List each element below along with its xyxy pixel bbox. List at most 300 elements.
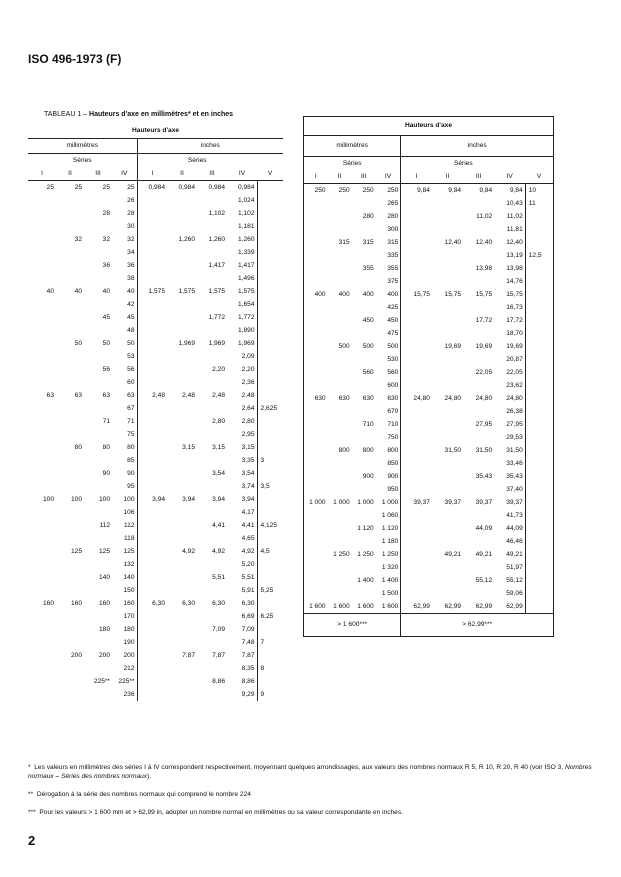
- series-v-cell: [257, 324, 283, 337]
- table-cell: [28, 571, 56, 584]
- table-cell: [352, 327, 376, 340]
- table-cell: 90: [102, 469, 110, 477]
- series-v-cell: [257, 194, 283, 207]
- table-cell: [137, 194, 167, 207]
- table-cell: [197, 454, 227, 467]
- table-cell: [84, 324, 112, 337]
- table-cell: [137, 558, 167, 571]
- table-cell: [137, 649, 167, 662]
- col-heading: I: [304, 170, 328, 184]
- table-cell: 600: [387, 381, 399, 389]
- table-cell: 710: [362, 420, 374, 428]
- table-row: [28, 649, 283, 662]
- table-cell: 3,15: [212, 443, 225, 451]
- table-cell: 95: [127, 482, 135, 490]
- table-cell: 160: [42, 599, 54, 607]
- table-cell: [167, 220, 197, 233]
- series-v-cell: [525, 600, 553, 614]
- table-cell: 630: [362, 394, 374, 402]
- series-v-cell: [525, 379, 553, 392]
- table-cell: [328, 470, 352, 483]
- col-heading: IV: [227, 167, 257, 181]
- table-cell: 1 000: [309, 498, 326, 506]
- table-cell: 17,72: [506, 316, 523, 324]
- table-row: [304, 392, 554, 405]
- series-v-cell: 2,625: [257, 402, 283, 415]
- table-cell: [84, 506, 112, 519]
- table-cell: [84, 532, 112, 545]
- table-cell: 1,772: [237, 313, 255, 321]
- series-v-cell: [525, 353, 553, 366]
- table-cell: 2,64: [241, 404, 255, 412]
- table-cell: [352, 353, 376, 366]
- table-row: [28, 688, 283, 701]
- table-cell: 1,417: [237, 261, 255, 269]
- table-cell: [352, 197, 376, 210]
- table-cell: 55,12: [506, 576, 523, 584]
- table-cell: [352, 587, 376, 600]
- table-cell: 63: [102, 391, 110, 399]
- table-cell: [432, 379, 463, 392]
- table-cell: 100: [98, 495, 110, 503]
- table-cell: 16,73: [506, 303, 523, 311]
- table-cell: [304, 444, 328, 457]
- table-cell: 100: [123, 495, 135, 503]
- table-cell: [197, 610, 227, 623]
- table-cell: [28, 350, 56, 363]
- table-cell: 1,260: [208, 235, 225, 243]
- table-cell: 475: [387, 329, 399, 337]
- table-cell: [137, 350, 167, 363]
- table-cell: 400: [338, 290, 350, 298]
- table-cell: [56, 428, 84, 441]
- table-cell: [84, 454, 112, 467]
- table-cell: [328, 223, 352, 236]
- footnote-2: ** Dérogation à la série des nombres normaux qui comprend le nombre 224: [28, 791, 251, 798]
- series-v-cell: [257, 285, 283, 298]
- table-cell: [56, 571, 84, 584]
- table-cell: 1,575: [208, 287, 225, 295]
- table-cell: 400: [314, 290, 326, 298]
- series-v-cell: [257, 532, 283, 545]
- table-cell: 280: [387, 212, 399, 220]
- table-cell: 6,30: [137, 597, 167, 610]
- col-heading: III: [84, 167, 112, 181]
- table-cell: [167, 532, 197, 545]
- table-row: [304, 470, 554, 483]
- table-cell: 132: [123, 560, 135, 568]
- table-cell: [401, 548, 432, 561]
- table-cell: 170: [123, 612, 135, 620]
- table-row: [304, 522, 554, 535]
- table-cell: [167, 415, 197, 428]
- table-cell: [137, 623, 167, 636]
- series-v-cell: [257, 220, 283, 233]
- table-cell: 1 250: [333, 550, 350, 558]
- table-cell: [197, 194, 227, 207]
- table-caption: TABLEAU 1 – Hauteurs d'axe en millimètres* et en inches: [44, 111, 234, 118]
- table-cell: 62,99: [475, 602, 493, 610]
- table-cell: [84, 350, 112, 363]
- table-cell: [167, 467, 197, 480]
- table-cell: [401, 249, 432, 262]
- table-cell: [352, 431, 376, 444]
- table-cell: [352, 561, 376, 574]
- table-cell: [197, 324, 227, 337]
- table-cell: [463, 379, 494, 392]
- table-cell: 30: [127, 222, 135, 230]
- table-cell: [167, 584, 197, 597]
- table-cell: [167, 558, 197, 571]
- table-row: [304, 561, 554, 574]
- table-cell: 4,17: [241, 508, 255, 516]
- table-cell: 25: [46, 183, 54, 191]
- table-cell: [137, 636, 167, 649]
- series-v-cell: [525, 262, 553, 275]
- table-cell: 13,19: [506, 251, 523, 259]
- col-heading: II: [56, 167, 84, 181]
- table-cell: [401, 457, 432, 470]
- table-cell: [167, 636, 197, 649]
- table-cell: [28, 675, 56, 688]
- table-cell: 560: [362, 368, 374, 376]
- table-cell: [137, 428, 167, 441]
- table-cell: [432, 535, 463, 548]
- table-cell: 15,75: [444, 290, 462, 298]
- table-row: [304, 262, 554, 275]
- table-cell: [56, 610, 84, 623]
- table-cell: 1 120: [381, 524, 399, 532]
- table-row: [28, 285, 283, 298]
- table-cell: 56: [102, 365, 110, 373]
- table-cell: [197, 636, 227, 649]
- series-v-cell: [525, 327, 553, 340]
- table-cell: [463, 535, 494, 548]
- table-cell: [197, 532, 227, 545]
- table-cell: 1,181: [237, 222, 255, 230]
- table-cell: 250: [362, 186, 374, 194]
- table-cell: 200: [98, 651, 110, 659]
- table-row: [304, 223, 554, 236]
- table-cell: 0,984: [178, 183, 195, 191]
- table-row: [28, 558, 283, 571]
- table-cell: [56, 220, 84, 233]
- table-cell: [401, 223, 432, 236]
- table-cell: 200: [70, 651, 82, 659]
- table-cell: [56, 402, 84, 415]
- table-row: [28, 415, 283, 428]
- series-v-cell: 4,125: [257, 519, 283, 532]
- table-cell: 400: [362, 290, 374, 298]
- table-cell: [328, 275, 352, 288]
- right-table: [303, 116, 554, 637]
- table-cell: [167, 610, 197, 623]
- series-v-cell: [257, 493, 283, 506]
- table-row: [28, 272, 283, 285]
- table-cell: 11,02: [506, 212, 523, 220]
- table-cell: 37,40: [506, 485, 523, 493]
- table-cell: 1 600: [333, 602, 350, 610]
- table-cell: 75: [127, 430, 135, 438]
- table-cell: 850: [387, 459, 399, 467]
- table-cell: [137, 584, 167, 597]
- table-cell: [56, 298, 84, 311]
- table-cell: 3,15: [241, 443, 255, 451]
- table-cell: 180: [123, 625, 135, 633]
- table-cell: 35,43: [475, 472, 493, 480]
- table-cell: 49,21: [475, 550, 493, 558]
- table-cell: [167, 376, 197, 389]
- table-cell: 900: [362, 472, 374, 480]
- series-v-cell: 11: [525, 197, 553, 210]
- table-row: [28, 636, 283, 649]
- col-heading: III: [352, 170, 376, 184]
- table-cell: 1,890: [237, 326, 255, 334]
- table-cell: [328, 483, 352, 496]
- table-cell: 51,97: [506, 563, 523, 571]
- table-cell: [84, 610, 112, 623]
- table-cell: 15,75: [401, 288, 432, 301]
- table-cell: 12,40: [506, 238, 523, 246]
- table-cell: [167, 259, 197, 272]
- table-cell: 3,94: [137, 493, 167, 506]
- col-heading: II: [167, 167, 197, 181]
- table-cell: [401, 197, 432, 210]
- table-cell: [197, 246, 227, 259]
- table-cell: [304, 353, 328, 366]
- table-cell: [28, 337, 56, 350]
- series-v-cell: 12,5: [525, 249, 553, 262]
- table-cell: 500: [387, 342, 399, 350]
- table-cell: 1,417: [208, 261, 225, 269]
- table-row: [28, 428, 283, 441]
- table-cell: 80: [127, 443, 135, 451]
- table-cell: 560: [387, 368, 399, 376]
- table-cell: 630: [338, 394, 350, 402]
- col-heading: II: [328, 170, 352, 184]
- table-cell: [463, 327, 494, 340]
- table-cell: [137, 545, 167, 558]
- table-cell: 1,260: [237, 235, 255, 243]
- table-row: [304, 431, 554, 444]
- series-v-cell: [525, 301, 553, 314]
- table-cell: [328, 353, 352, 366]
- series-v-cell: [525, 522, 553, 535]
- table-cell: 39,37: [506, 498, 523, 506]
- series-v-cell: [257, 376, 283, 389]
- table-cell: [304, 327, 328, 340]
- table-cell: 6,30: [212, 599, 225, 607]
- table-cell: [304, 574, 328, 587]
- table-cell: [401, 535, 432, 548]
- table-cell: 7,87: [212, 651, 225, 659]
- table-cell: [401, 483, 432, 496]
- table-cell: 50: [102, 339, 110, 347]
- table-cell: 19,69: [444, 342, 462, 350]
- table-cell: 4,41: [241, 521, 255, 529]
- table-cell: [432, 574, 463, 587]
- table-cell: [28, 688, 56, 701]
- table-row: [28, 571, 283, 584]
- table-cell: 2,80: [212, 417, 225, 425]
- table-cell: [432, 262, 463, 275]
- table-cell: 3,94: [212, 495, 225, 503]
- table-cell: [432, 275, 463, 288]
- table-cell: [137, 259, 167, 272]
- table-cell: 225**: [118, 677, 135, 685]
- table-cell: 2,09: [241, 352, 255, 360]
- series-v-cell: [257, 337, 283, 350]
- table-cell: [56, 207, 84, 220]
- series-v-cell: 3: [257, 454, 283, 467]
- table-cell: 28: [102, 209, 110, 217]
- series-v-cell: [525, 483, 553, 496]
- table-cell: 425: [387, 303, 399, 311]
- table-cell: [84, 220, 112, 233]
- table-row: [28, 376, 283, 389]
- table-cell: [328, 197, 352, 210]
- table-cell: [463, 353, 494, 366]
- table-cell: [328, 249, 352, 262]
- table-cell: 60: [127, 378, 135, 386]
- table-cell: 27,95: [475, 420, 493, 428]
- table-cell: [401, 431, 432, 444]
- table-cell: 7,87: [241, 651, 255, 659]
- table-cell: [167, 506, 197, 519]
- table-cell: [56, 623, 84, 636]
- table-cell: 3,15: [182, 443, 195, 451]
- table-cell: 25: [102, 183, 110, 191]
- series-v-cell: [525, 470, 553, 483]
- table-cell: [137, 506, 167, 519]
- table-cell: [28, 532, 56, 545]
- table-cell: [28, 623, 56, 636]
- table-cell: [137, 363, 167, 376]
- table-cell: [28, 259, 56, 272]
- table-cell: 12,40: [475, 238, 493, 246]
- table-cell: 45: [102, 313, 110, 321]
- series-v-cell: [257, 428, 283, 441]
- table-cell: 7,09: [241, 625, 255, 633]
- table-cell: [84, 662, 112, 675]
- table-cell: 9,84: [401, 184, 432, 198]
- table-cell: [137, 519, 167, 532]
- table-cell: [167, 688, 197, 701]
- table-cell: 62,99: [506, 602, 523, 610]
- table-cell: [352, 483, 376, 496]
- table-cell: 140: [123, 573, 135, 581]
- table-cell: [167, 480, 197, 493]
- series-v-cell: [257, 246, 283, 259]
- table-cell: [197, 272, 227, 285]
- table-cell: [401, 210, 432, 223]
- series-label: Séries: [137, 154, 257, 168]
- mm-heading: millimètres: [28, 139, 137, 154]
- table-cell: 2,80: [241, 417, 255, 425]
- table-cell: 450: [362, 316, 374, 324]
- table-cell: [432, 223, 463, 236]
- table-row: [28, 519, 283, 532]
- series-v-cell: [525, 587, 553, 600]
- table-cell: 315: [338, 238, 350, 246]
- table-cell: 250: [338, 186, 350, 194]
- table-row: [28, 259, 283, 272]
- table-cell: [56, 467, 84, 480]
- table-cell: [56, 636, 84, 649]
- table-cell: 25: [127, 183, 135, 191]
- table-cell: 71: [127, 417, 135, 425]
- series-v-cell: [257, 272, 283, 285]
- col-heading: I: [137, 167, 167, 181]
- table-cell: [463, 561, 494, 574]
- table-cell: [28, 298, 56, 311]
- table-cell: 335: [387, 251, 399, 259]
- col-heading: II: [432, 170, 463, 184]
- table-cell: 1 400: [381, 576, 399, 584]
- series-v-cell: [257, 441, 283, 454]
- table-cell: [328, 457, 352, 470]
- series-v-cell: [525, 548, 553, 561]
- table-cell: [463, 197, 494, 210]
- table-cell: 1,772: [208, 313, 225, 321]
- table-cell: 17,72: [475, 316, 493, 324]
- table-cell: [328, 509, 352, 522]
- table-cell: 1,969: [178, 339, 195, 347]
- table-cell: 85: [127, 456, 135, 464]
- table-cell: 6,30: [241, 599, 255, 607]
- table-cell: [304, 587, 328, 600]
- table-cell: 106: [123, 508, 135, 516]
- table-cell: [167, 571, 197, 584]
- table-cell: 48: [127, 326, 135, 334]
- table-cell: [56, 688, 84, 701]
- table-cell: [197, 662, 227, 675]
- table-cell: [28, 233, 56, 246]
- series-v-cell: 9: [257, 688, 283, 701]
- table-cell: 630: [387, 394, 399, 402]
- table-cell: [137, 610, 167, 623]
- table-row: [28, 610, 283, 623]
- table-cell: [56, 532, 84, 545]
- table-cell: [463, 275, 494, 288]
- table-cell: 26,38: [506, 407, 523, 415]
- col-heading: IV: [494, 170, 525, 184]
- table-cell: 1 000: [333, 498, 350, 506]
- table-cell: [432, 509, 463, 522]
- series-v-cell: 7: [257, 636, 283, 649]
- table-cell: [167, 454, 197, 467]
- table-cell: [137, 233, 167, 246]
- table-cell: 31,50: [475, 446, 493, 454]
- table-cell: 71: [102, 417, 110, 425]
- table-cell: [401, 574, 432, 587]
- table-cell: 800: [387, 446, 399, 454]
- table-row: [304, 379, 554, 392]
- table-cell: 1,575: [137, 285, 167, 298]
- table-cell: [56, 558, 84, 571]
- series-v-cell: [525, 457, 553, 470]
- table-cell: [167, 662, 197, 675]
- series-label: Séries: [342, 159, 362, 167]
- table-cell: 4,92: [241, 547, 255, 555]
- series-v-cell: [257, 350, 283, 363]
- table-cell: 750: [387, 433, 399, 441]
- table-cell: [137, 324, 167, 337]
- main-heading: Hauteurs d'axe: [304, 117, 554, 136]
- table-cell: 31,50: [506, 446, 523, 454]
- table-cell: [56, 415, 84, 428]
- table-cell: [56, 675, 84, 688]
